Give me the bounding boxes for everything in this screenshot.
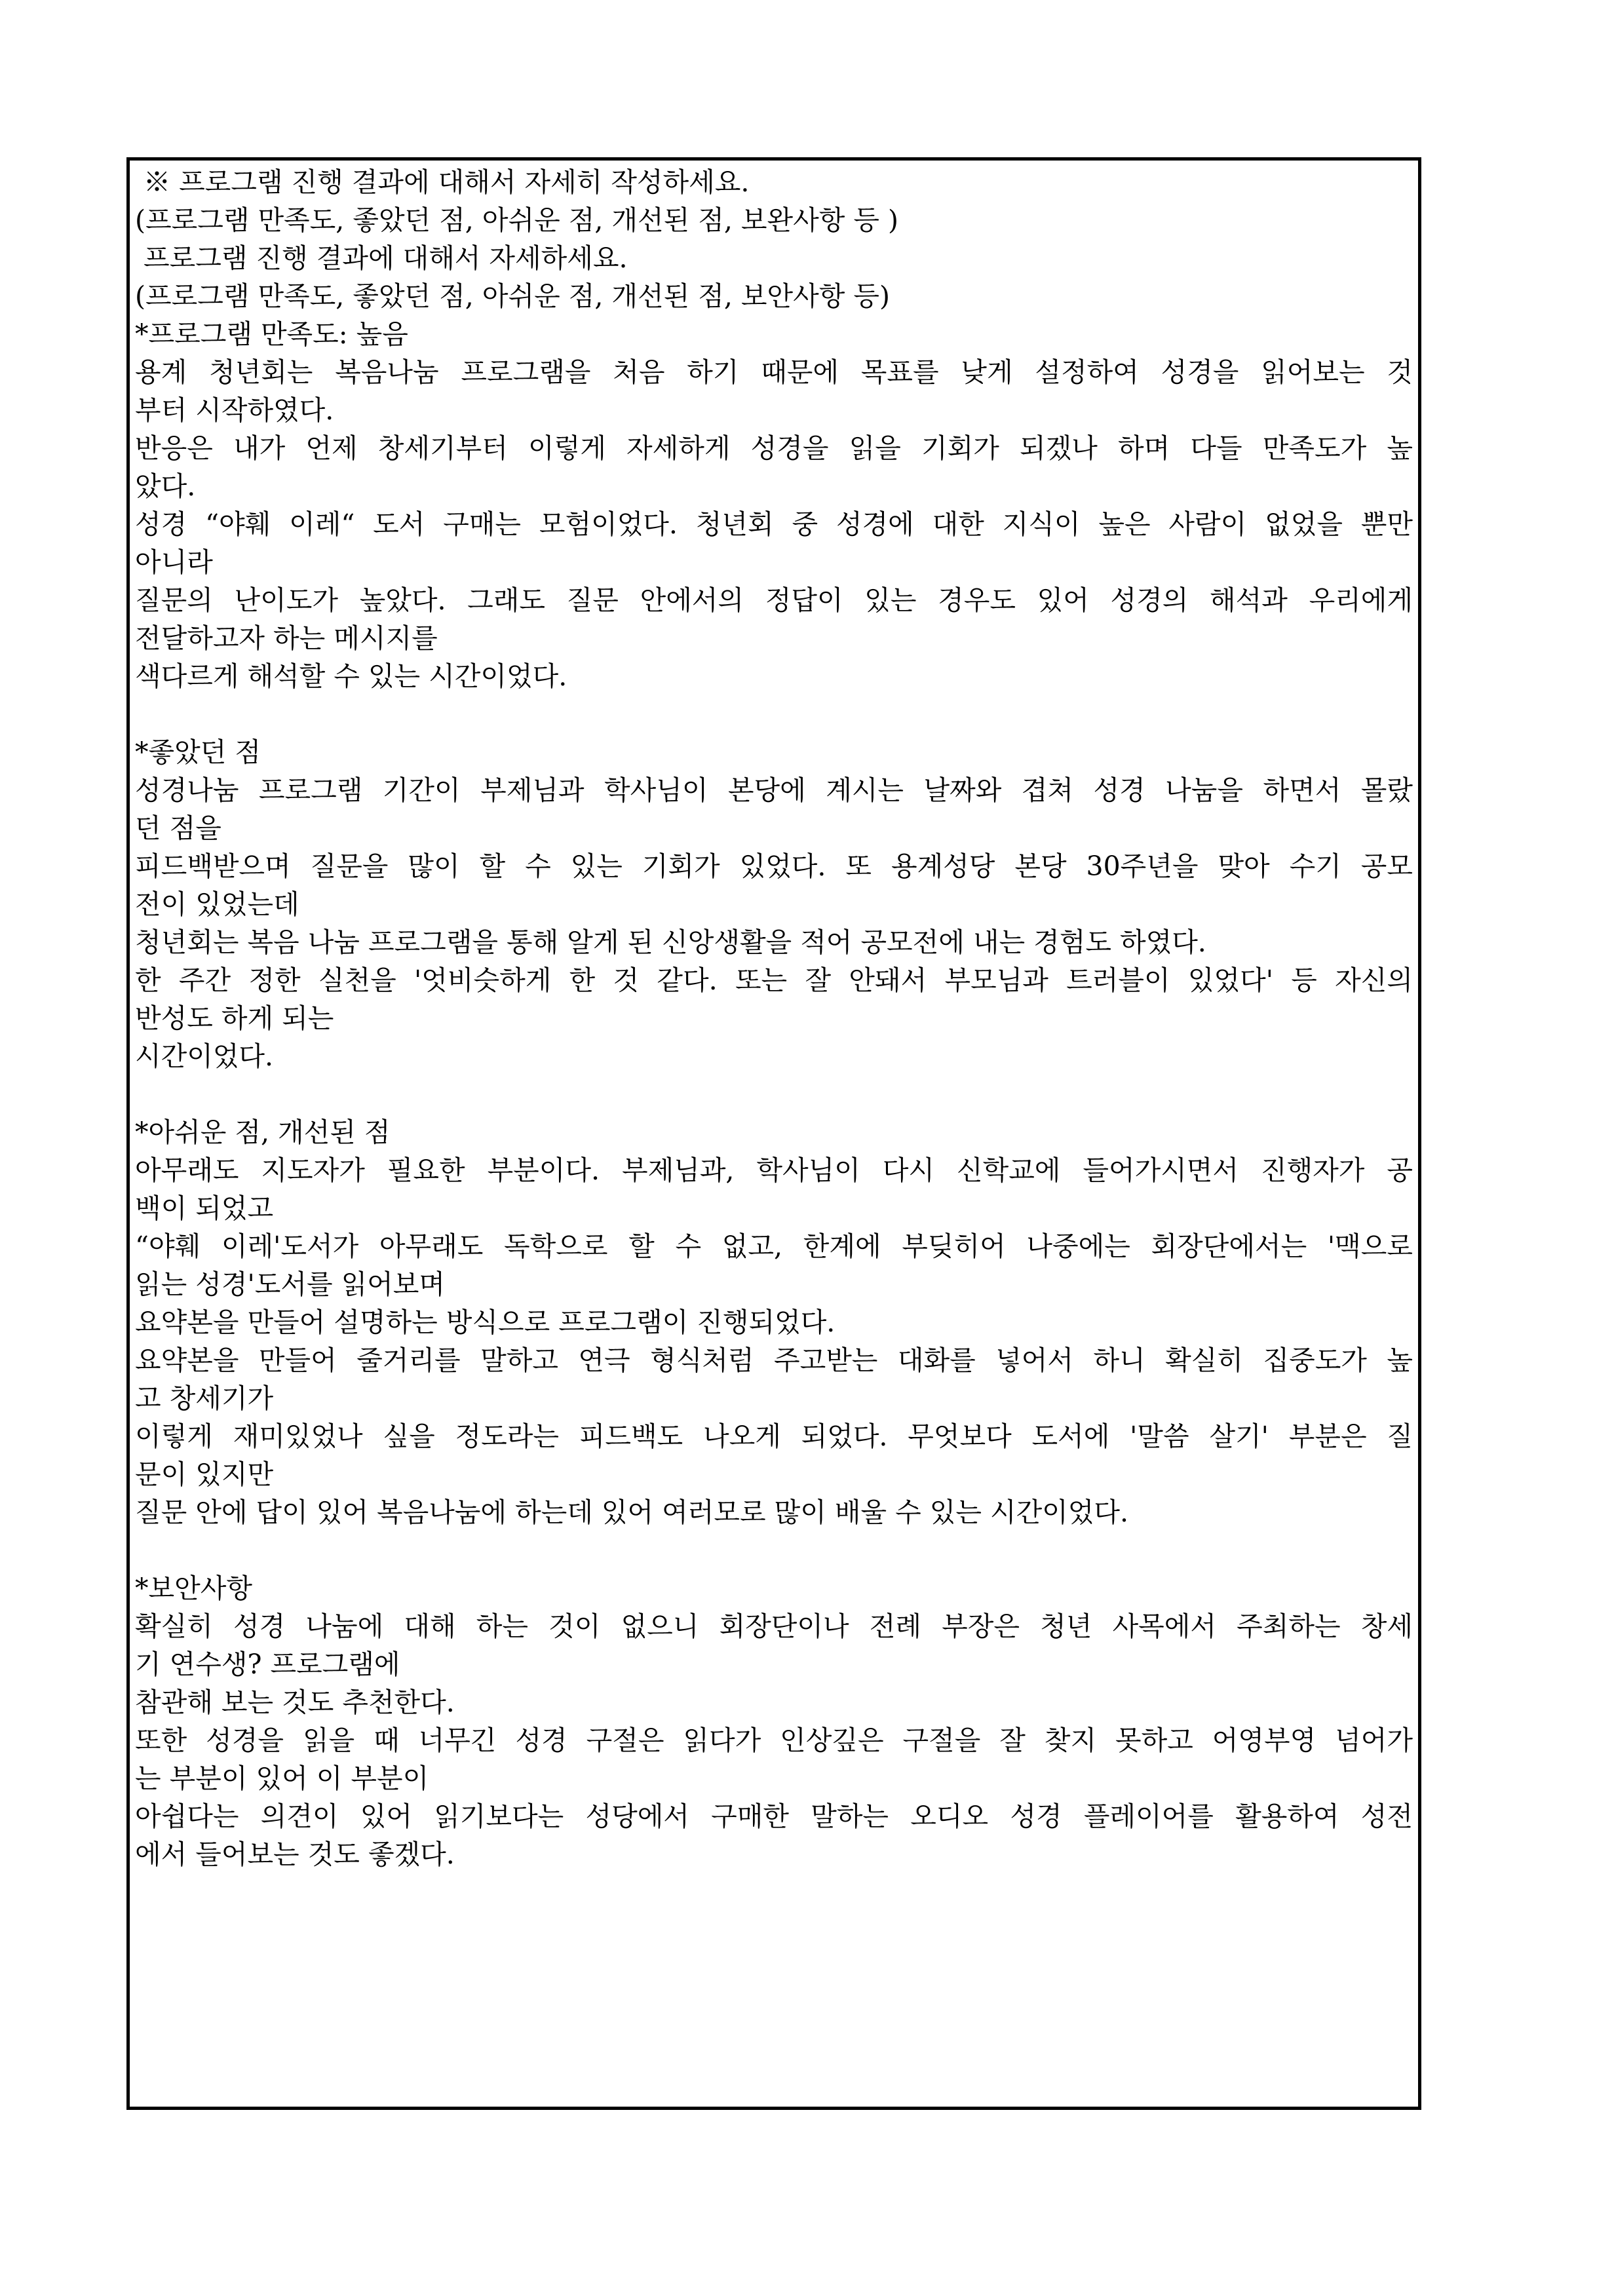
body-line: 부터 시작하였다. <box>135 394 334 426</box>
section-heading: *아쉬운 점, 개선된 점 <box>135 1117 391 1148</box>
body-line: 성경 “야훼 이레“ 도서 구매는 모험이었다. 청년회 중 성경에 대한 지식이 높은 사람이 없었을 뿐만 <box>135 508 1413 540</box>
blank-line <box>135 1531 1413 1569</box>
intro-section <box>135 163 1413 315</box>
body-line: 전달하고자 하는 메시지를 <box>135 622 438 654</box>
good-points-section <box>135 733 1413 1075</box>
body-line: 아무래도 지도자가 필요한 부분이다. 부제님과, 학사님이 다시 신학교에 들어가시면서 진행자가 공 <box>135 1155 1413 1186</box>
intro-line: (프로그램 만족도, 좋았던 점, 아쉬운 점, 개선된 점, 보완사항 등 ) <box>135 204 898 236</box>
body-line: 확실히 성경 나눔에 대해 하는 것이 없으니 회장단이나 전례 부장은 청년 사목에서 주최하는 창세 <box>135 1611 1413 1642</box>
body-line: 던 점을 <box>135 813 221 844</box>
body-line: 시간이었다. <box>135 1041 274 1072</box>
document-frame <box>126 157 1421 2110</box>
body-line: 에서 들어보는 것도 좋겠다. <box>135 1839 455 1870</box>
body-line: 아니라 <box>135 546 213 578</box>
body-line: “야훼 이레'도서가 아무래도 독학으로 할 수 없고, 한계에 부딪히어 나중에는 회장단에서는 '맥으로 <box>135 1231 1413 1262</box>
body-line: 피드백받으며 질문을 많이 할 수 있는 기회가 있었다. 또 용계성당 본당 30주년을 맞아 수기 공모 <box>135 851 1413 882</box>
body-line: 또한 성경을 읽을 때 너무긴 성경 구절은 읽다가 인상깊은 구절을 잘 찾지 못하고 어영부영 넘어가 <box>135 1725 1413 1756</box>
body-line: 질문의 난이도가 높았다. 그래도 질문 안에서의 정답이 있는 경우도 있어 성경의 해석과 우리에게 <box>135 584 1413 616</box>
body-line: 질문 안에 답이 있어 복음나눔에 하는데 있어 여러모로 많이 배울 수 있는 시간이었다. <box>135 1497 1129 1528</box>
body-line: 반성도 하게 되는 <box>135 1003 334 1034</box>
body-line: 백이 되었고 <box>135 1193 274 1224</box>
body-line: 반응은 내가 언제 창세기부터 이렇게 자세하게 성경을 읽을 기회가 되겠나 하며 다들 만족도가 높 <box>135 432 1413 464</box>
body-line: 요약본을 만들어 설명하는 방식으로 프로그램이 진행되었다. <box>135 1307 836 1338</box>
body-line: 았다. <box>135 470 196 502</box>
body-line: 기 연수생? 프로그램에 <box>135 1649 400 1680</box>
section-heading: *프로그램 만족도: 높음 <box>135 318 408 350</box>
body-line: 이렇게 재미있었나 싶을 정도라는 피드백도 나오게 되었다. 무엇보다 도서에 '말씀 살기' 부분은 질 <box>135 1421 1413 1452</box>
body-line: 고 창세기가 <box>135 1383 274 1414</box>
section-heading: *좋았던 점 <box>135 737 261 768</box>
body-line: 읽는 성경'도서를 읽어보며 <box>135 1269 446 1300</box>
intro-line: (프로그램 만족도, 좋았던 점, 아쉬운 점, 개선된 점, 보안사항 등) <box>135 280 890 312</box>
supplements-section <box>135 1569 1413 1873</box>
body-line: 청년회는 복음 나눔 프로그램을 통해 알게 된 신앙생활을 적어 공모전에 내는 경험도 하였다. <box>135 927 1206 958</box>
body-line: 는 부분이 있어 이 부분이 <box>135 1763 429 1794</box>
body-line: 용계 청년회는 복음나눔 프로그램을 처음 하기 때문에 목표를 낮게 설정하여 성경을 읽어보는 것 <box>135 356 1413 388</box>
body-line: 요약본을 만들어 줄거리를 말하고 연극 형식처럼 주고받는 대화를 넣어서 하니 확실히 집중도가 높 <box>135 1345 1413 1376</box>
body-line: 성경나눔 프로그램 기간이 부제님과 학사님이 본당에 계시는 날짜와 겹쳐 성경 나눔을 하면서 몰랐 <box>135 775 1413 806</box>
body-line: 문이 있지만 <box>135 1459 274 1490</box>
improvements-section <box>135 1113 1413 1531</box>
body-line: 전이 있었는데 <box>135 889 299 920</box>
body-line: 참관해 보는 것도 추천한다. <box>135 1687 455 1718</box>
blank-line <box>135 695 1413 733</box>
body-line: 한 주간 정한 실천을 '엇비슷하게 한 것 같다. 또는 잘 안돼서 부모님과 트러블이 있었다' 등 자신의 <box>135 965 1413 996</box>
body-line: 아쉽다는 의견이 있어 읽기보다는 성당에서 구매한 말하는 오디오 성경 플레이어를 활용하여 성전 <box>135 1801 1413 1832</box>
blank-line <box>135 1075 1413 1113</box>
intro-line: ※ 프로그램 진행 결과에 대해서 자세히 작성하세요. <box>135 166 750 198</box>
section-heading: *보안사항 <box>135 1573 252 1604</box>
intro-line: 프로그램 진행 결과에 대해서 자세하세요. <box>135 242 628 274</box>
body-line: 색다르게 해석할 수 있는 시간이었다. <box>135 660 567 692</box>
satisfaction-section <box>135 315 1413 695</box>
